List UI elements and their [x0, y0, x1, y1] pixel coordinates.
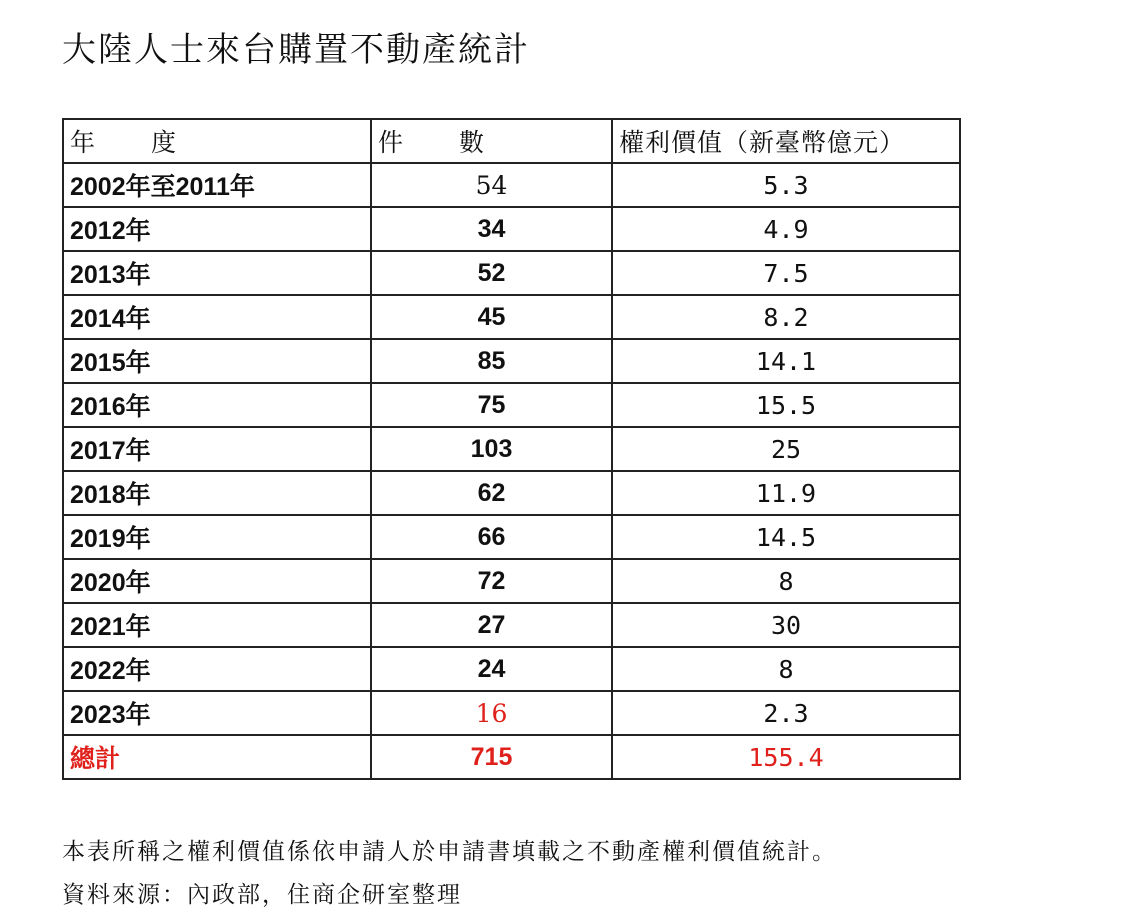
count-cell: 27 — [371, 603, 612, 647]
count-cell: 24 — [371, 647, 612, 691]
table-row — [63, 427, 960, 471]
year-cell: 2019年 — [63, 515, 371, 559]
total-count: 715 — [371, 735, 612, 779]
count-cell: 66 — [371, 515, 612, 559]
value-cell: 8.2 — [612, 295, 960, 339]
table-row — [63, 559, 960, 603]
year-cell: 2021年 — [63, 603, 371, 647]
total-label: 總計 — [63, 735, 371, 779]
header-value: 權利價值（新臺幣億元） — [612, 119, 960, 163]
value-cell: 7.5 — [612, 251, 960, 295]
total-value: 155.4 — [612, 735, 960, 779]
year-cell: 2002年至2011年 — [63, 163, 371, 207]
count-cell: 103 — [371, 427, 612, 471]
count-cell-highlight: 16 — [371, 691, 612, 735]
total-row — [63, 735, 960, 779]
value-cell: 8 — [612, 647, 960, 691]
year-cell: 2017年 — [63, 427, 371, 471]
value-cell: 25 — [612, 427, 960, 471]
value-cell: 2.3 — [612, 691, 960, 735]
table-row — [63, 339, 960, 383]
count-cell: 62 — [371, 471, 612, 515]
year-cell: 2014年 — [63, 295, 371, 339]
value-cell: 11.9 — [612, 471, 960, 515]
year-cell: 2018年 — [63, 471, 371, 515]
value-cell: 4.9 — [612, 207, 960, 251]
page-title: 大陸人士來台購置不動產統計 — [62, 30, 530, 70]
year-cell: 2012年 — [63, 207, 371, 251]
value-cell: 14.1 — [612, 339, 960, 383]
year-cell: 2016年 — [63, 383, 371, 427]
year-cell: 2013年 — [63, 251, 371, 295]
table-row — [63, 603, 960, 647]
footnote-definition: 本表所稱之權利價值係依申請人於申請書填載之不動產權利價值統計。 — [62, 839, 837, 865]
table-row — [63, 383, 960, 427]
statistics-table — [62, 118, 961, 780]
table-row — [63, 691, 960, 735]
year-cell: 2015年 — [63, 339, 371, 383]
table-header-row — [63, 119, 960, 163]
year-cell: 2023年 — [63, 691, 371, 735]
count-cell: 72 — [371, 559, 612, 603]
year-cell: 2020年 — [63, 559, 371, 603]
table-row — [63, 647, 960, 691]
value-cell: 15.5 — [612, 383, 960, 427]
table-row — [63, 251, 960, 295]
count-cell: 85 — [371, 339, 612, 383]
value-cell: 8 — [612, 559, 960, 603]
year-cell: 2022年 — [63, 647, 371, 691]
value-cell: 30 — [612, 603, 960, 647]
count-cell: 75 — [371, 383, 612, 427]
table-row — [63, 295, 960, 339]
table-row — [63, 471, 960, 515]
table-row — [63, 207, 960, 251]
header-count: 件 數 — [371, 119, 612, 163]
count-cell: 52 — [371, 251, 612, 295]
value-cell: 14.5 — [612, 515, 960, 559]
footnote-source: 資料來源：內政部，住商企研室整理 — [62, 882, 462, 908]
count-cell: 54 — [371, 163, 612, 207]
header-year: 年 度 — [63, 119, 371, 163]
count-cell: 45 — [371, 295, 612, 339]
count-cell: 34 — [371, 207, 612, 251]
table-row — [63, 163, 960, 207]
value-cell: 5.3 — [612, 163, 960, 207]
table-row — [63, 515, 960, 559]
